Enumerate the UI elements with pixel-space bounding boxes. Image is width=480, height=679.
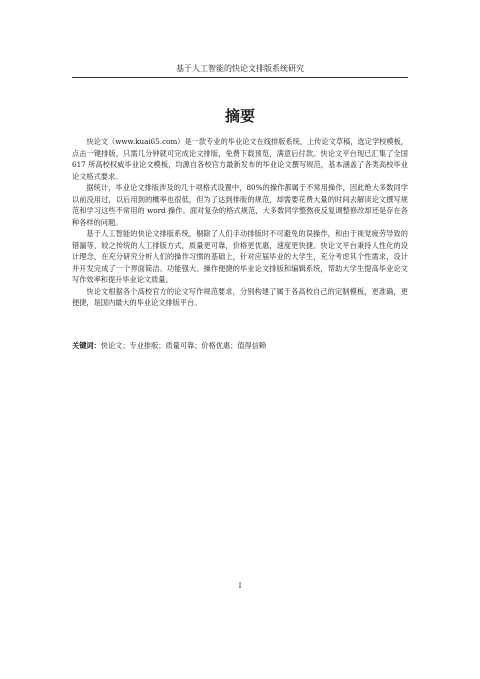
page-number: I [238, 582, 242, 590]
header-rule [72, 77, 408, 78]
abstract-paragraph-4: 快论文根据各个高校官方的论文写作规范要求，分别构建了属于各高校自己的定制模板，更准确，更便捷，是国内最大的毕业论文排版平台。 [72, 286, 408, 307]
abstract-body [72, 136, 408, 309]
keywords-text: 快论文；专业排版；质量可靠；价格优惠；值得信赖 [100, 341, 267, 350]
abstract-heading: 摘要 [224, 107, 255, 125]
abstract-paragraph-2: 据统计，毕业论文排版涉及的几十项格式设置中，80%的操作都属于不常用操作，因此绝大多数同学以前没用过，以后用到的概率也很低，但为了达到排版的规范，却需要花费大量的时间去解读论文撰写规范和学习这些不常用的 word 操作。面对复杂的格式规范，大多数同学整熬夜反复调整修改却还是存在各种各样的问题。 [72, 183, 408, 227]
running-header: 基于人工智能的快论文排版系统研究 [176, 64, 304, 73]
keywords-label: 关键词： [72, 341, 101, 350]
keywords-line [72, 340, 408, 352]
abstract-paragraph-1: 快论文（www.kuai65.com）是一款专业的毕业论文在线排版系统，上传论文草稿，选定学校模板，点击一键排版，只需几分钟就可完成论文排版，免费下载预览，满意后付款。快论文平台现已汇集了全国 617 所高校权威毕业论文模板，均源自各校官方最新发布的毕业论文撰写规范，基本涵盖了各类高校毕业论文格式要求。 [72, 137, 408, 181]
abstract-paragraph-3: 基于人工智能的快论文排版系统，剔除了人们手动排版时不可避免的误操作，和由于视觉疲劳导致的错漏等，较之传统的人工排版方式，质量更可靠，价格更优惠，速度更快捷。快论文平台秉持人性化的设计理念，在充分研究分析人们的操作习惯的基础上，针对应届毕业的大学生，充分考虑其个性需求，设计并开发完成了一个界面简洁、功能强大、操作便捷的毕业论文排版和编辑系统，帮助大学生提高毕业论文写作效率和提升毕业论文质量。 [72, 229, 408, 284]
